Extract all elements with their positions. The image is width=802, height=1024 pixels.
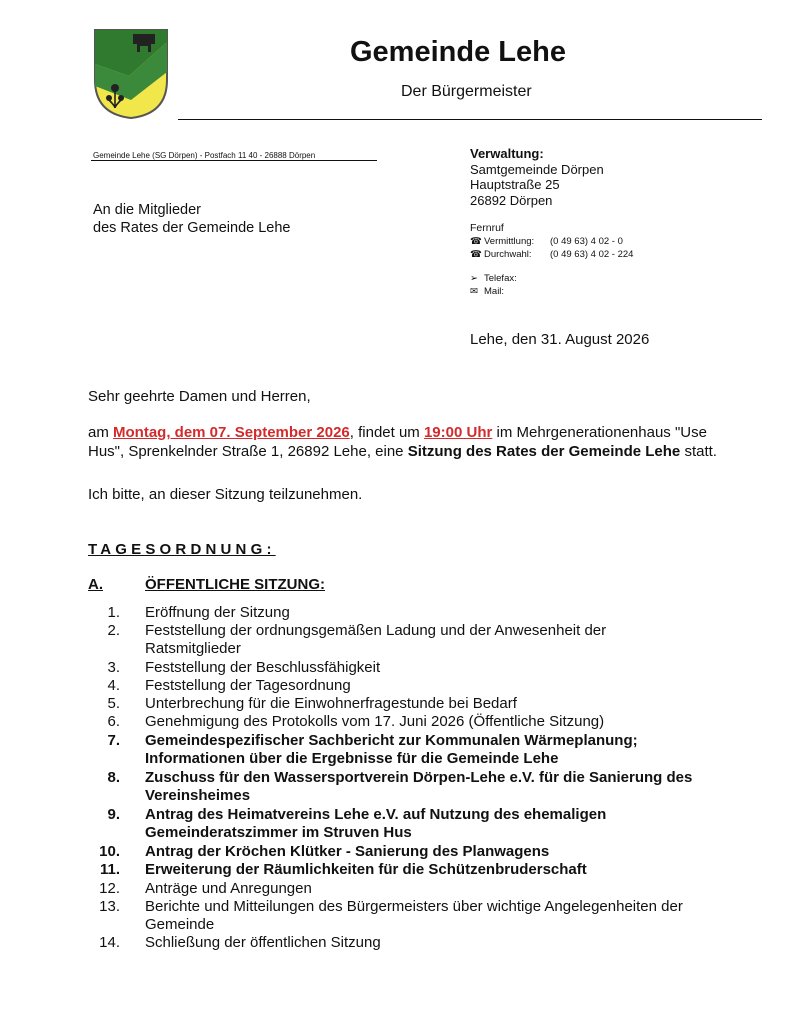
invite-suffix: statt. bbox=[680, 443, 717, 460]
section-number: A. bbox=[88, 576, 103, 593]
agenda-item-text: Genehmigung des Protokolls vom 17. Juni 2026 (Öffentliche Sitzung) bbox=[145, 713, 605, 730]
letter-date: Lehe, den 31. August 2026 bbox=[470, 331, 650, 348]
agenda-item-text: Anträge und Anregungen bbox=[145, 880, 312, 897]
direct-label: Durchwahl: bbox=[484, 249, 532, 260]
exchange-label: Vermittlung: bbox=[484, 236, 535, 247]
invite-mid-2: im Mehrgenerationenhaus "Use Hus", Sprenkelnder Straße 1, 26892 Lehe, eine bbox=[88, 424, 707, 460]
invitation-paragraph bbox=[88, 423, 728, 461]
agenda-item-number: 1. bbox=[107, 604, 120, 621]
meeting-name: Sitzung des Rates der Gemeinde Lehe bbox=[407, 443, 681, 460]
mail-label: Mail: bbox=[484, 286, 505, 297]
envelope-icon: ✉ bbox=[470, 286, 478, 297]
section-title: ÖFFENTLICHE SITZUNG: bbox=[145, 576, 325, 593]
sender-address-line: Gemeinde Lehe (SG Dörpen) - Postfach 11 40 - 26888 Dörpen bbox=[93, 151, 316, 160]
agenda-item-number: 13. bbox=[99, 898, 120, 915]
agenda-item-number: 9. bbox=[107, 806, 120, 823]
agenda-item-number: 4. bbox=[107, 677, 120, 694]
coat-of-arms-icon bbox=[93, 28, 169, 120]
meeting-time: 19:00 Uhr bbox=[423, 424, 493, 441]
phone-direct-row bbox=[470, 249, 633, 260]
attendance-request: Ich bitte, an dieser Sitzung teilzunehmen. bbox=[88, 486, 363, 503]
agenda-item-number: 5. bbox=[107, 695, 120, 712]
agenda-item-number: 6. bbox=[107, 713, 120, 730]
phone-heading: Fernruf bbox=[470, 222, 504, 234]
agenda-item-text: Schließung der öffentlichen Sitzung bbox=[145, 934, 381, 951]
agenda-item-text: Berichte und Mitteilungen des Bürgermeisters über wichtige Angelegenheiten der Gemeinde bbox=[145, 898, 683, 933]
invite-mid-1: , findet um bbox=[349, 424, 424, 441]
agenda-item-text: Erweiterung der Räumlichkeiten für die Schützenbruderschaft bbox=[145, 861, 587, 878]
agenda-item-number: 7. bbox=[107, 732, 120, 749]
page-subtitle: Der Bürgermeister bbox=[401, 83, 532, 100]
administration-name: Samtgemeinde Dörpen bbox=[470, 161, 604, 177]
fax-label: Telefax: bbox=[484, 273, 517, 284]
recipient-block bbox=[93, 201, 291, 237]
direct-number: (0 49 63) 4 02 - 224 bbox=[550, 249, 634, 260]
recipient-line-1: An die Mitglieder bbox=[93, 202, 201, 218]
agenda-item-text: Eröffnung der Sitzung bbox=[145, 604, 290, 621]
agenda-item-text: Unterbrechung für die Einwohnerfragestunde bei Bedarf bbox=[145, 695, 517, 712]
agenda-item-number: 8. bbox=[107, 769, 120, 786]
administration-block bbox=[470, 146, 604, 208]
sender-divider bbox=[91, 160, 377, 161]
mail-row bbox=[470, 286, 504, 297]
agenda-item-text: Feststellung der Beschlussfähigkeit bbox=[145, 659, 381, 676]
exchange-number: (0 49 63) 4 02 - 0 bbox=[550, 236, 623, 247]
invite-prefix: am bbox=[88, 424, 114, 441]
administration-street: Hauptstraße 25 bbox=[470, 177, 560, 192]
header-divider bbox=[178, 119, 762, 120]
agenda-item-number: 10. bbox=[99, 843, 120, 860]
telephone-icon: ☎ bbox=[470, 236, 482, 247]
agenda-item-text: Antrag der Kröchen Klütker - Sanierung des Planwagens bbox=[145, 843, 550, 860]
agenda-heading: TAGESORDNUNG: bbox=[88, 541, 276, 558]
meeting-day: Montag, dem 07. September 2026 bbox=[113, 424, 350, 441]
agenda-item-text: Feststellung der ordnungsgemäßen Ladung und der Anwesenheit der Ratsmitglieder bbox=[145, 622, 607, 657]
agenda-item-number: 3. bbox=[107, 659, 120, 676]
agenda-item-number: 14. bbox=[99, 934, 120, 951]
agenda-item-text: Antrag des Heimatvereins Lehe e.V. auf Nutzung des ehemaligen Gemeinderatszimmer im Struven Hus bbox=[145, 806, 607, 841]
agenda-item-number: 2. bbox=[107, 622, 120, 639]
salutation: Sehr geehrte Damen und Herren, bbox=[88, 388, 311, 405]
administration-city: 26892 Dörpen bbox=[470, 192, 553, 208]
agenda-item-text: Zuschuss für den Wassersportverein Dörpen-Lehe e.V. für die Sanierung des Vereinsheimes bbox=[145, 769, 693, 804]
telephone-icon: ☎ bbox=[470, 249, 482, 260]
agenda-item-text: Feststellung der Tagesordnung bbox=[145, 677, 351, 694]
agenda-item-text: Gemeindespezifischer Sachbericht zur Kommunalen Wärmeplanung; Informationen über die Ergebnisse für die Gemeinde Lehe bbox=[145, 732, 638, 767]
administration-heading: Verwaltung: bbox=[470, 146, 544, 161]
agenda-item-number: 11. bbox=[99, 861, 120, 878]
fax-arrow-icon: ➢ bbox=[470, 273, 478, 284]
phone-exchange-row bbox=[470, 236, 623, 247]
fax-row bbox=[470, 273, 517, 284]
agenda-item-number: 12. bbox=[99, 880, 120, 897]
page-title: Gemeinde Lehe bbox=[350, 36, 566, 68]
recipient-line-2: des Rates der Gemeinde Lehe bbox=[93, 220, 291, 236]
